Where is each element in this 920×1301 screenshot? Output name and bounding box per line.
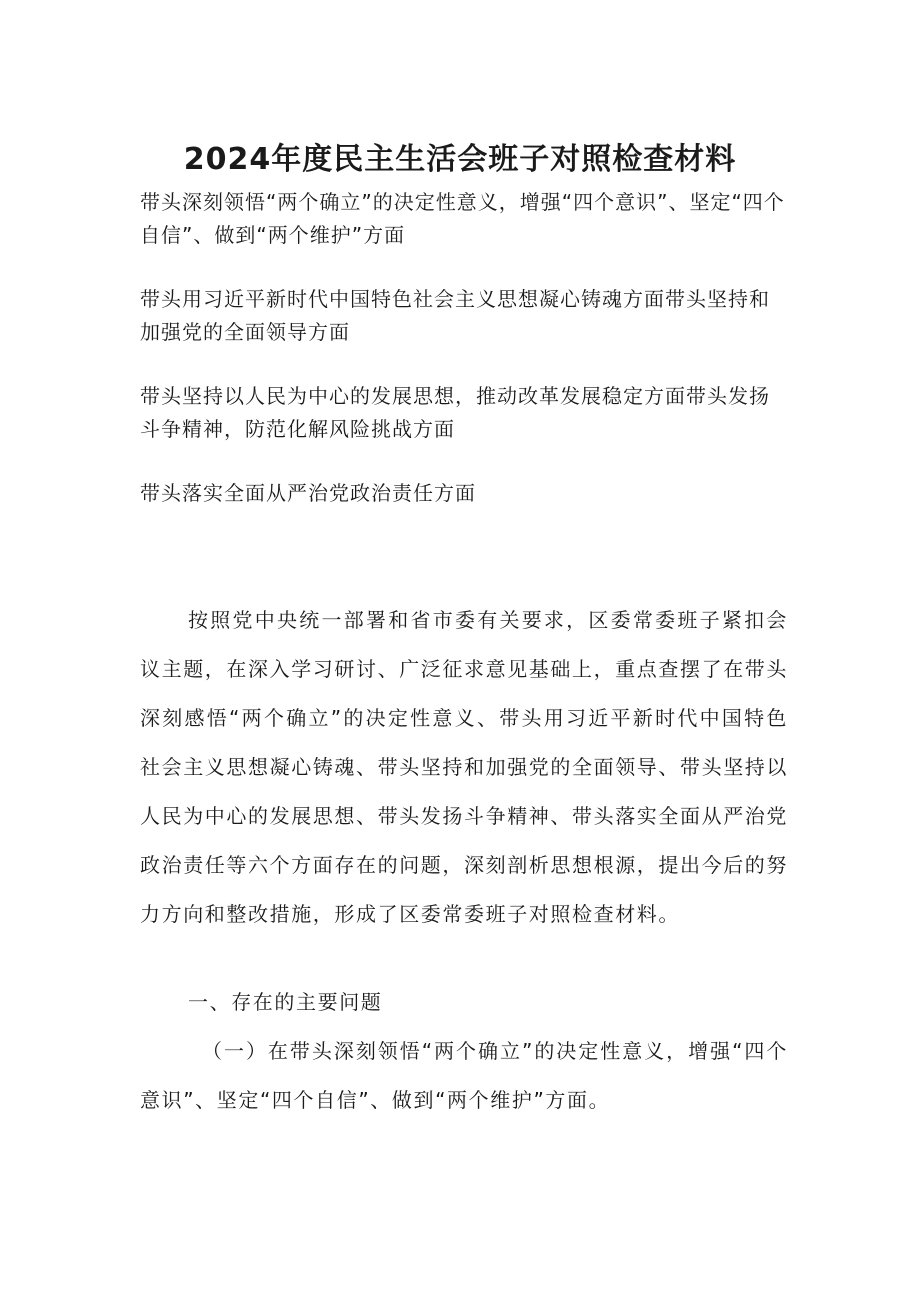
- section-heading: 一、存在的主要问题: [188, 990, 383, 1014]
- intro-paragraph: 按照党中央统一部署和省市委有关要求，区委常委班子紧扣会议主题，在深入学习研讨、广泛征求意见基础上，重点查摆了在带头深刻感悟“两个确立”的决定性意义、带头用习近平新时代中国特色社会主义思想凝心铸魂、带头坚持和加强党的全面领导、带头坚持以人民为中心的发展思想、带头发扬斗争精神、带头落实全面从严治党政治责任等六个方面存在的问题，深刻剖析思想根源，提出今后的努力方向和整改措施，形成了区委常委班子对照检查材料。: [140, 608, 788, 926]
- topic-item: 带头坚持以人民为中心的发展思想，推动改革发展稳定方面带头发扬斗争精神，防范化解风险挑战方面: [140, 384, 770, 441]
- topic-list: [140, 186, 790, 510]
- topic-item: 带头用习近平新时代中国特色社会主义思想凝心铸魂方面带头坚持和加强党的全面领导方面: [140, 287, 770, 344]
- topic-item: 带头深刻领悟“两个确立”的决定性意义，增强“四个意识”、坚定“四个自信”、做到“两个维护”方面: [140, 190, 785, 247]
- topic-item: 带头落实全面从严治党政治责任方面: [140, 481, 476, 505]
- document-title: 2024年度民主生活会班子对照检查材料: [183, 142, 737, 178]
- subsection-heading: （一）在带头深刻领悟“两个确立”的决定性意义，增强“四个意识”、坚定“四个自信”、做到“两个维护”方面。: [140, 1039, 788, 1112]
